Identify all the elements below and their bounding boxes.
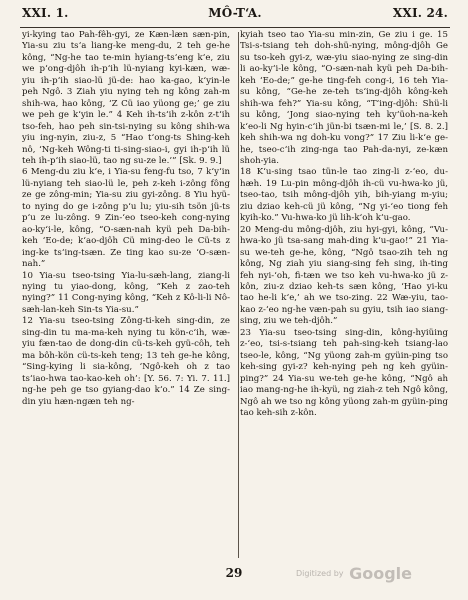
digitized-watermark: [296, 564, 412, 583]
left-paragraph-1: yi-kying tao Pah-fêh-gyi, ze Kæn-læn sæn-pin, Yia-su ziu ts‘a liang-ke meng-du, 2 teh ge-he kông, “Ng-he tao te-min hyiang-ts‘eng k‘e, ziu we p‘ong-djôh ih-p‘ih lü-nyiang kyi-kæn, wæ-yiu ih-p‘ih siao-lü jü-de: hao ka-gao, k‘yin-le peh Ngô. 3 Ziah yiu nying teh ng kông zah-m shih-wa, hao kông, ‘Z Cü iao yüong ge;’ ge ziu we peh ge k‘yin le.” 4 Keh ih-ts‘ih z-kôn z-t‘ih tso-feh, hao peh sin-tsi-nying su kông shih-wa yiu ing-nyin, ziu-z, 5 “Hao t‘ong-ts Shing-keh nô, ‘Ng-keh Wông-ti ti-sing-siao-i, gyi ih-p‘ih lü teh ih-p‘ih siao-lü, tao ng su-ze le.’” [Sk. 9. 9.]: [22, 30, 230, 166]
google-logo: Google: [349, 564, 412, 583]
right-paragraph-3: 20 Meng-du mông-djôh, ziu hyi-gyi, kông, “Vu-hwa-ko jü tsa-sang mah-ding k‘u-gao!” 21 Yia-su we-teh ge-he, kông, “Ngô tsao-zih teh ng kông, Ng ziah yiu siang-sing feh sing, ih-ting feh nyi-‘oh, fi-tæn we tso keh vu-hwa-ko jü z-kôn, ziu-z dziao keh-ts sæn kông, ‘Hao yi-ku tao he-li k‘e,’ ah we tso-zing. 22 Wæ-yiu, tao-kao z-‘eo ng-he væn-pah su gyiu, tsih iao siang-sing, ziu we teh-djôh.”: [240, 224, 448, 327]
right-paragraph-1: kyiah tseo tao Yia-su min-zin, Ge ziu i ge. 15 Tsi-s-tsiang teh doh-shü-nying, mông-djôh Ge su tso-keh gyi-z, wæ-yiu siao-nying ze sing-din li ao-ky‘i-le kông, “O-sæn-nah kyü peh Da-bih-keh ‘Eo-de;” ge-he ting-feh cong-i, 16 teh Yia-su kông, “Ge-he ze-teh ts‘ing-djôh kông-keh shih-wa feh?” Yia-su kông, “T‘ing-djôh: Shü-li su kông, ‘Jong siao-nying teh ky‘üoh-na-keh k‘eo-li Ng hyin-c‘ih jün-bi tsæn-mi le,’ [S. 8. 2.] keh shih-wa ng doh-ku vong?” 17 Ziu li-k‘e ge-he, tseo-c‘ih zing-nga tao Pah-da-nyi, ze-kæn shoh-yia.: [240, 30, 448, 166]
left-paragraph-2: 6 Meng-du ziu k‘e, i Yia-su feng-fu tso, 7 k‘y‘in lü-nyiang teh siao-lü le, peh z-keh i-zông fông ze ge zông-min; Yia-su ziu gyi-zông. 8 Yiu hyü-to nying do ge i-zông p‘u lu; yiu-sih tsön jü-ts p‘u ze lu-zông. 9 Zin-‘eo tseo-keh cong-nying ao-ky‘i-le, kông, “O-sæn-nah kyü peh Da-bih-keh ‘Eo-de; k‘ao-djôh Cü ming-deo le Cü-ts z ing-ke ts‘ing-tsæn. Ze ting kao su-ze ‘O-sæn-nah.”: [22, 167, 230, 270]
header-rule: [20, 27, 450, 28]
column-divider: [238, 32, 239, 558]
right-paragraph-4: 23 Yia-su tseo-tsing sing-din, kông-hyiüing z-‘eo, tsi-s-tsiang teh pah-sing-keh tsiang-lao tseo-le, kông, “Ng yüong zah-m gyüin-ping tso keh-sing gyi-z? keh-nying peh ng keh gyüin-ping?” 24 Yia-su we-teh ge-he kông, “Ngô ah iao mang-ng-he ih-kyü, ng ziah-z teh Ngô kông, Ngô ah we tso ng kông yüong zah-m gyüin-ping tao keh-sih z-kôn.: [240, 327, 448, 418]
page-footer: [0, 566, 468, 584]
left-paragraph-4: 12 Yia-su tseo-tsing Zông-ti-keh sing-din, ze sing-din tu ma-ma-keh nying tu kön-c‘ih, wæ-yiu fæn-tao de dong-din cü-ts-keh gyü-côh, teh ma bôh-kön cü-ts-keh teng; 13 teh ge-he kông, “Sing-kying li sia-kông, ‘Ngô-keh oh z tao ts‘iao-hwa tao-kao-keh oh’: [Y. 56. 7: Yi. 7. 11.] ng-he peh ge tso gyiang-dao k‘o.” 14 Ze sing-din yiu hæn-ngæn teh ng-: [22, 316, 230, 407]
right-paragraph-2: 18 K‘u-sing tsao tün-le tao zing-li z-‘eo, du-hæh. 19 Lu-pin mông-djôh ih-cü vu-hwa-ko jü, tseo-tao, tsih mông-djôh yih, bih-yiang m-yiu; ziu dziao keh-cü jü kông, “Ng yi-‘eo tiong feh kyih-ko.” Vu-hwa-ko jü lih-k‘oh k‘u-gao.: [240, 167, 448, 224]
left-paragraph-3: 10 Yia-su tseo-tsing Yia-lu-sæh-lang, ziang-li nying tu yiao-dong, kông, “Keh z zao-teh nying?” 11 Cong-nying kông, “Keh z Kô-li-li Nô-sæh-lan-keh Sin-ts Yia-su.”: [22, 270, 230, 315]
text-columns: [20, 30, 450, 558]
running-header: [20, 6, 450, 26]
right-column: [240, 30, 448, 558]
digitized-by-text: Digitized by: [295, 569, 344, 578]
header-book-title: MÔ-T‘A.: [208, 6, 262, 20]
page-number: 29: [225, 566, 243, 580]
left-column: [22, 30, 230, 558]
header-chapter-verse-left: XXI. 1.: [22, 6, 69, 20]
header-chapter-verse-right: XXI. 24.: [392, 6, 448, 20]
